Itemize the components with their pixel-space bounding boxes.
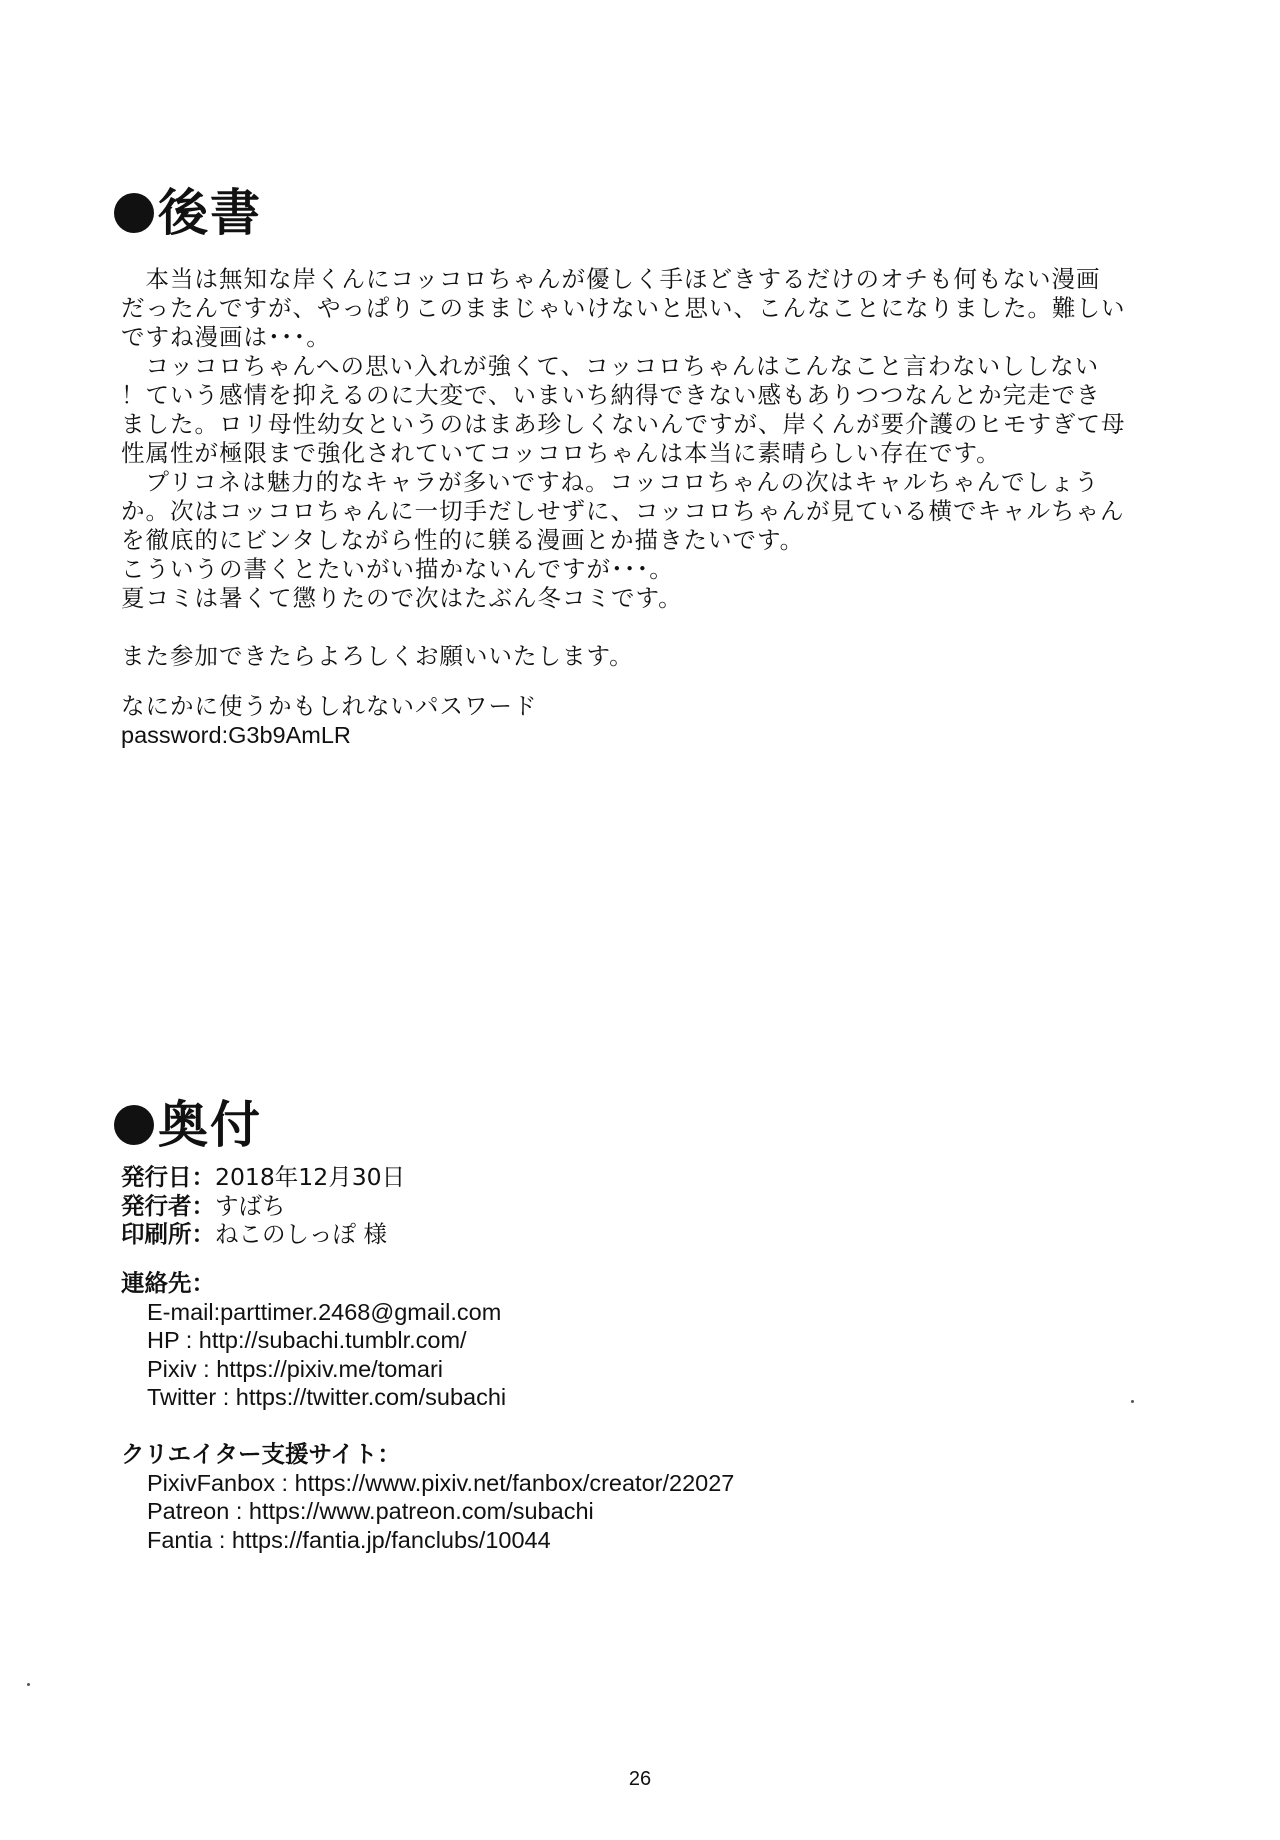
page-number: 26 [628, 1768, 652, 1790]
afterword-heading-text: 後書 [158, 184, 262, 242]
afterword-body [121, 265, 1181, 671]
publisher-label: 発行者 [121, 1191, 192, 1220]
publish-date-value: 2018年12月30日 [215, 1163, 406, 1191]
printer-label: 印刷所 [121, 1220, 192, 1248]
publication-info [121, 1163, 1121, 1249]
afterword-line: ですね漫画は･･･。 [121, 323, 331, 351]
scan-speck [27, 1683, 30, 1686]
separator: ： [191, 1163, 215, 1191]
colophon-heading [114, 1095, 262, 1155]
colophon-heading-text: 奥付 [158, 1096, 262, 1154]
contact-info [121, 1269, 1121, 1412]
afterword-line: 本当は無知な岸くんにコッコロちゃんが優しく手ほどきするだけのオチも何もない漫画 [121, 265, 1101, 293]
afterword-line: ました。ロリ母性幼女というのはまあ珍しくないんですが、岸くんが要介護のヒモすぎて母 [121, 410, 1126, 438]
afterword-line: コッコロちゃんへの思い入れが強くて、コッコロちゃんはこんなこと言わないししない [121, 352, 1100, 380]
bullet-icon [114, 1105, 154, 1145]
publisher-row [121, 1192, 1121, 1221]
publisher-value: すばち [215, 1191, 286, 1220]
publish-date-label: 発行日 [121, 1163, 192, 1191]
contact-email: E-mail:parttimer.2468@gmail.com [147, 1298, 502, 1325]
afterword-line: 夏コミは暑くて懲りたので次はたぶん冬コミです。 [121, 584, 683, 612]
paragraph-gap [121, 613, 1181, 642]
printer-row [121, 1220, 1121, 1249]
contact-homepage: HP : http://subachi.tumblr.com/ [147, 1327, 467, 1353]
afterword-line: ！ていう感情を抑えるのに大変で、いまいち納得できない感もありつつなんとか完走でき [121, 381, 1101, 409]
support-label: クリエイター支援サイト： [121, 1440, 401, 1468]
bullet-icon [114, 193, 154, 233]
publish-date-row [121, 1163, 1121, 1192]
scan-speck [1131, 1400, 1134, 1403]
afterword-line: 性属性が極限まで強化されていてコッコロちゃんは本当に素晴らしい存在です。 [121, 439, 1001, 467]
afterword-line: だったんですが、やっぱりこのままじゃいけないと思い、こんなことになりました。難しい [121, 294, 1126, 322]
support-sites [121, 1440, 1121, 1554]
support-pixivfanbox: PixivFanbox : https://www.pixiv.net/fanbox/creator/22027 [147, 1469, 735, 1496]
afterword-line: プリコネは魅力的なキャラが多いですね。コッコロちゃんの次はキャルちゃんでしょう [121, 468, 1100, 496]
separator: ： [191, 1191, 215, 1220]
password-note: なにかに使うかもしれないパスワード [121, 692, 538, 720]
contact-label: 連絡先： [121, 1269, 215, 1297]
afterword-heading [114, 183, 262, 243]
afterword-line: か。次はコッコロちゃんに一切手だしせずに、コッコロちゃんが見ている横でキャルちゃん [121, 497, 1125, 525]
printer-value: ねこのしっぽ 様 [215, 1220, 387, 1248]
afterword-closing: また参加できたらよろしくお願いいたします。 [121, 642, 634, 670]
afterword-line: こういうの書くとたいがい描かないんですが･･･。 [121, 555, 674, 583]
contact-twitter: Twitter : https://twitter.com/subachi [147, 1384, 507, 1410]
support-fantia: Fantia : https://fantia.jp/fanclubs/10044 [147, 1526, 551, 1553]
afterword-line: を徹底的にビンタしながら性的に躾る漫画とか描きたいです。 [121, 526, 805, 554]
contact-pixiv: Pixiv : https://pixiv.me/tomari [147, 1355, 443, 1382]
separator: ： [191, 1220, 215, 1248]
password-text: password:G3b9AmLR [121, 722, 351, 748]
support-patreon: Patreon : https://www.patreon.com/subachi [147, 1498, 594, 1524]
